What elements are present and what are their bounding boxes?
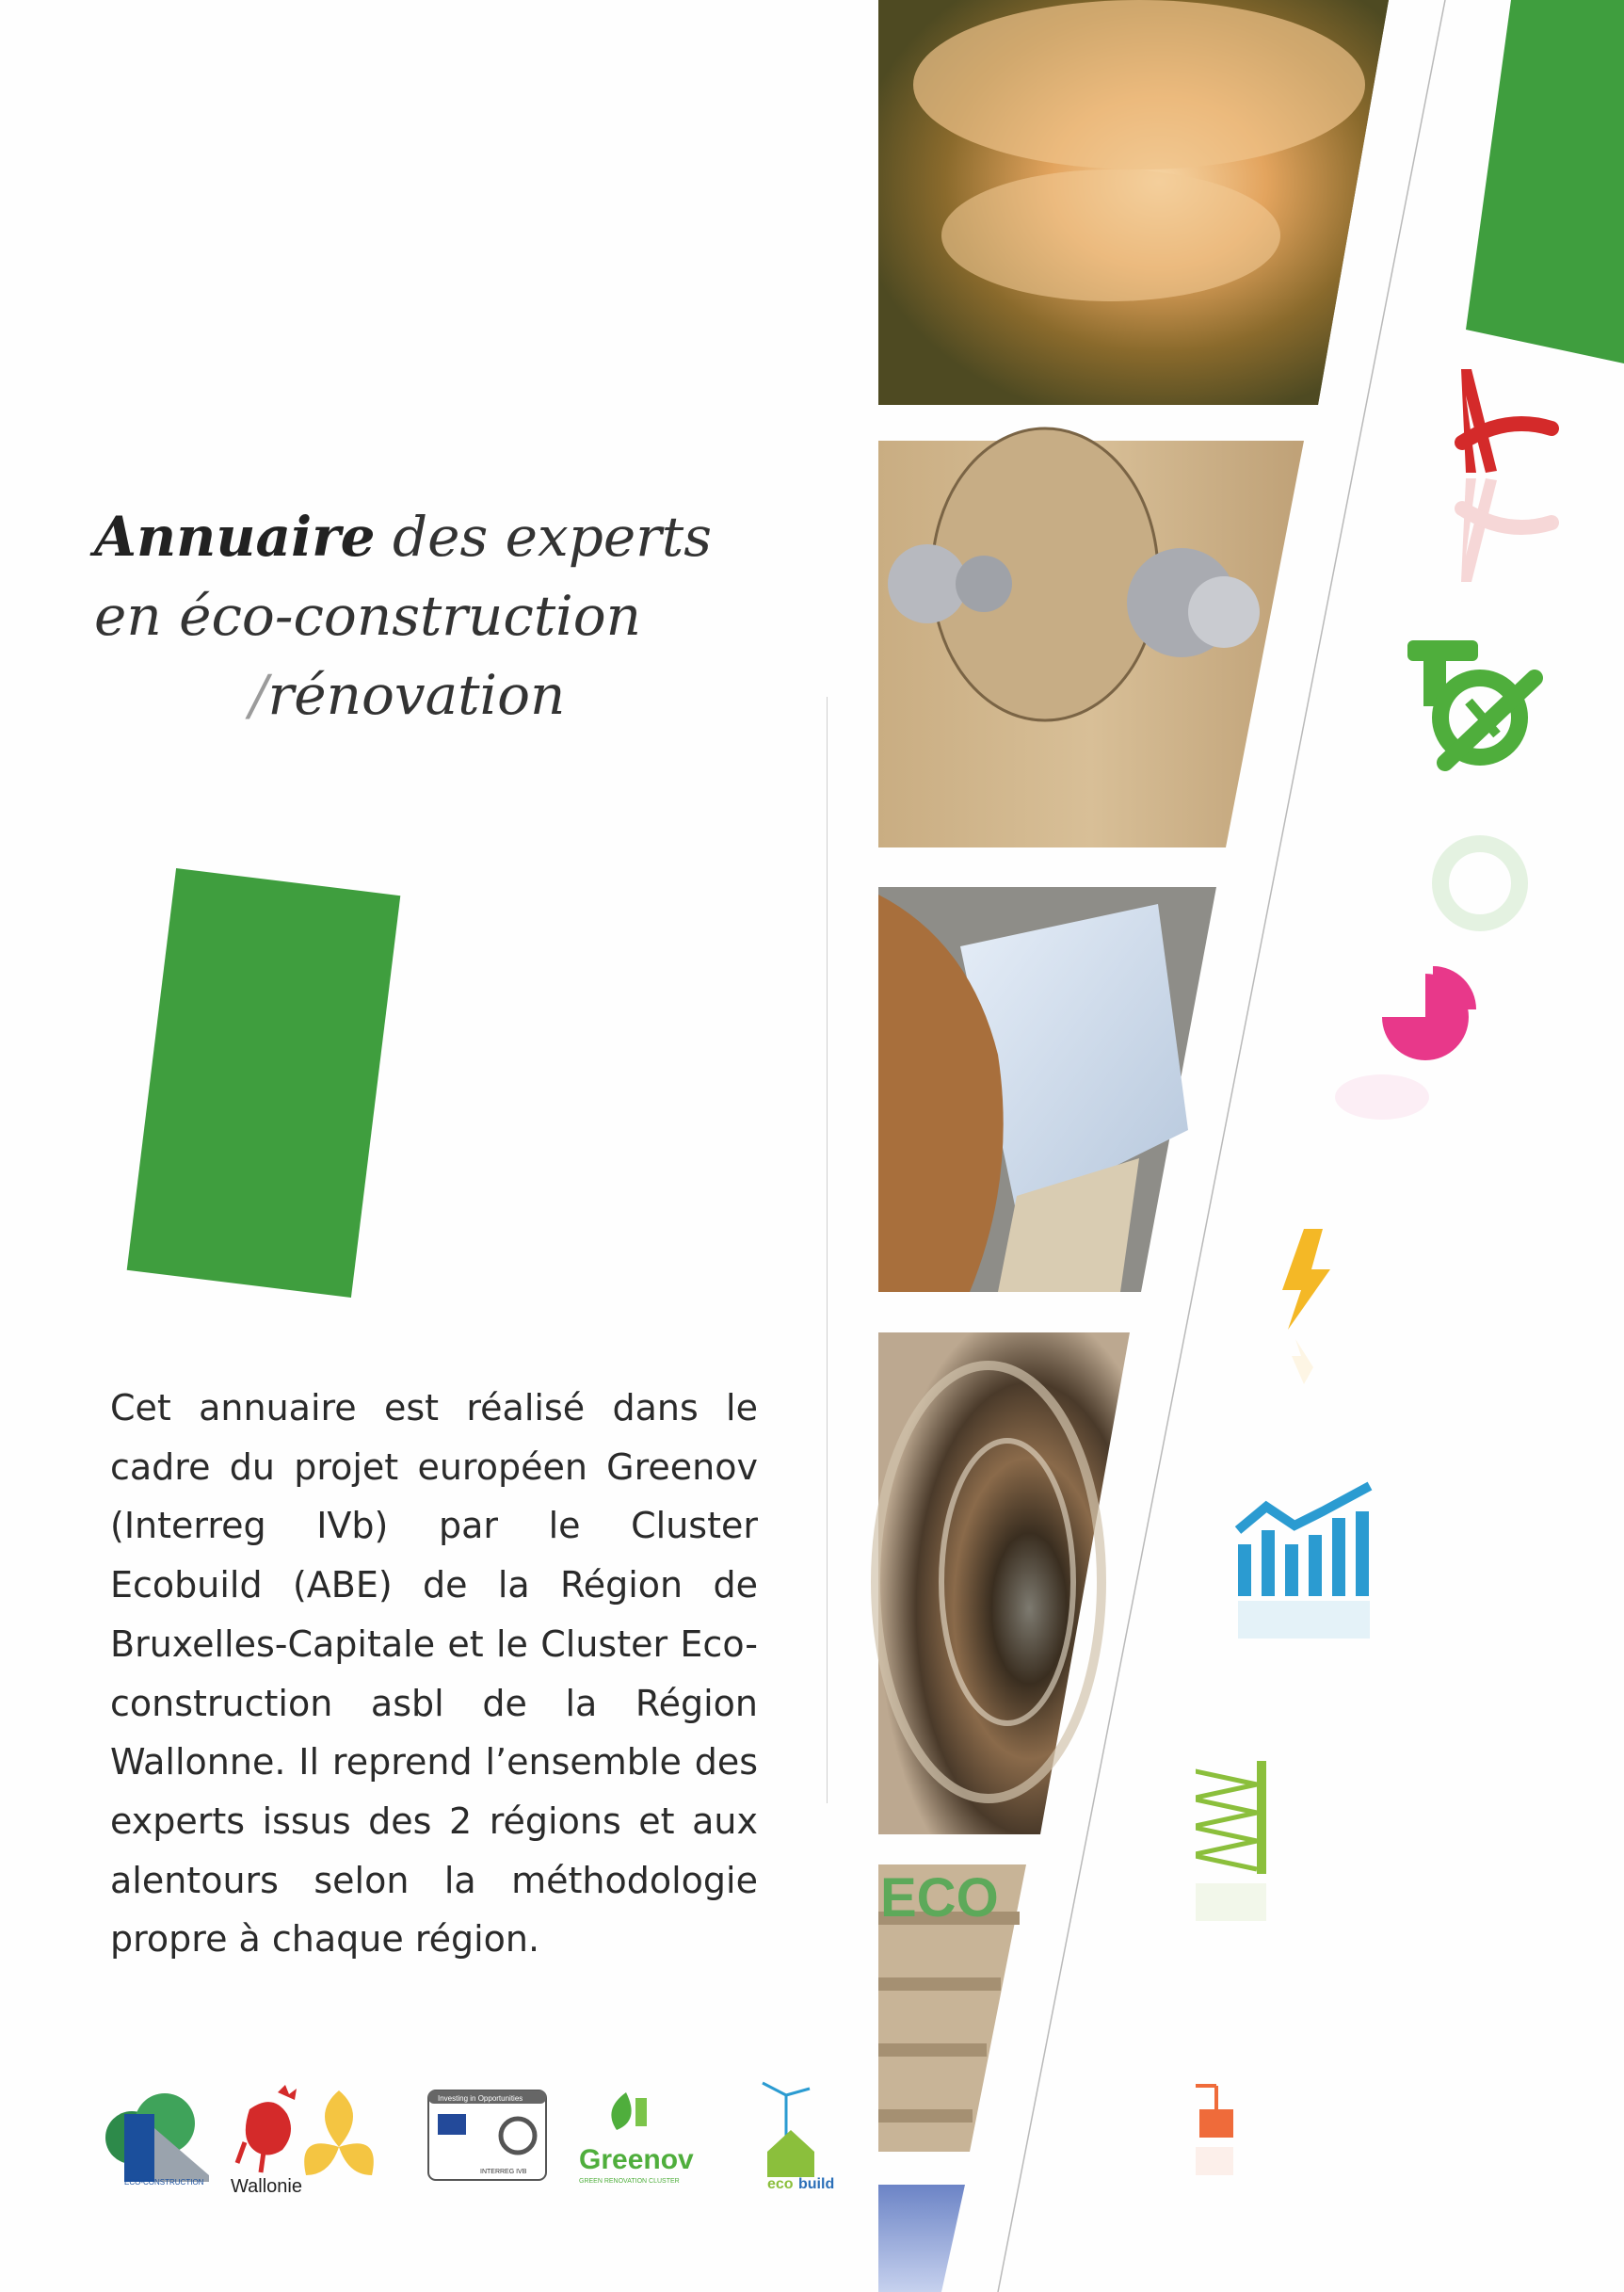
- photo-laptop: [878, 887, 1216, 1292]
- greenov-sub: GREEN RENOVATION CLUSTER: [579, 2178, 680, 2185]
- bar-chart-icon: [1238, 1486, 1370, 1638]
- title-renovation: rénovation: [267, 663, 566, 727]
- cluster-eco-construction-logo: [105, 2093, 209, 2187]
- ecobuild-eco: eco: [767, 2176, 794, 2192]
- icon-column: [1196, 0, 1624, 2292]
- partner-logos: [104, 2072, 876, 2203]
- lightning-icon: [1282, 1229, 1330, 1384]
- photo-pipe: [876, 1332, 1130, 1834]
- logos-svg: [104, 2072, 876, 2203]
- architect-compass-icon: [1461, 369, 1552, 582]
- surveying-instrument-icon: [1407, 640, 1535, 923]
- photo-eco-panels: [878, 1864, 1026, 2152]
- title-des-experts: des experts: [375, 505, 712, 569]
- wallonie-logo: [231, 2085, 302, 2197]
- eco-sign-text: ECO: [880, 1867, 999, 1929]
- ecobuild-logo: [763, 2083, 834, 2192]
- photo-sky: [878, 2185, 965, 2292]
- intro-paragraph: Cet annuaire est réalisé dans le cadre du projet européen Greenov (Interreg IVb) par le Cluster Ecobuild (ABE) de la Région de Bruxelles-Capitale et le Cluster Eco-construction asbl de la Région Wallonne. Il reprend l’ensemble des experts issus des 2 régions et aux alentours selon la méthodologie propre à chaque région.: [110, 1387, 758, 1961]
- pie-chart-icon: [1335, 966, 1476, 1120]
- org-chart-icon: [1196, 2039, 1233, 2175]
- title-annuaire: Annuaire: [94, 505, 376, 569]
- greenov-logo: [579, 2092, 694, 2185]
- title-slash: /: [249, 663, 268, 727]
- interreg-top-text: Investing in Opportunities: [438, 2094, 523, 2103]
- interreg-bottom-text: INTERREG IVB: [480, 2169, 527, 2175]
- title-line-2: en éco-construction: [94, 584, 641, 648]
- greenov-name: Greenov: [579, 2144, 694, 2175]
- wallonie-label: Wallonie: [231, 2176, 302, 2197]
- cluster-label: ECO-CONSTRUCTION: [124, 2178, 204, 2187]
- ecobuild-build: build: [798, 2176, 835, 2192]
- brussels-iris-logo: [304, 2090, 374, 2175]
- insulation-spring-icon: [1196, 1761, 1266, 1921]
- interreg-logo: [428, 2090, 546, 2180]
